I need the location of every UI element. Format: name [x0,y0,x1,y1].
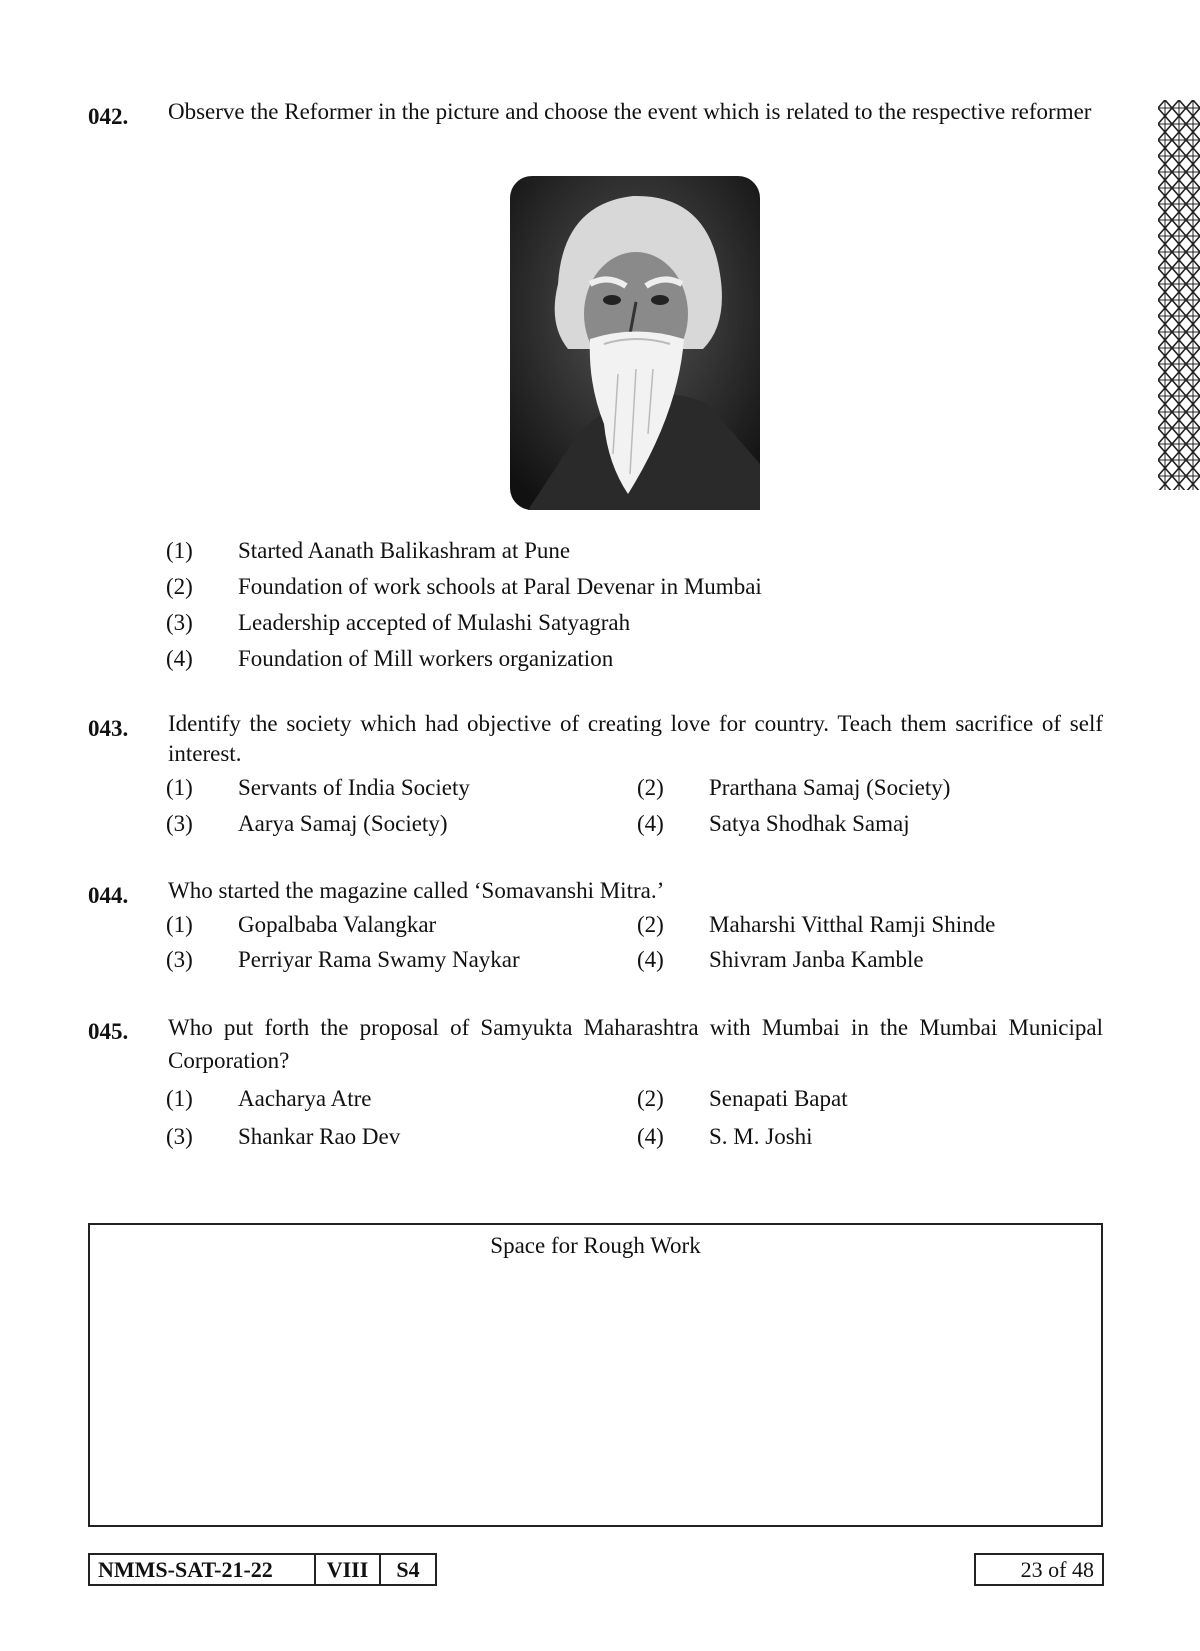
option-4[interactable] [637,809,910,839]
option-number: (2) [637,912,664,937]
reformer-portrait-image [508,174,762,516]
question-number: 043. [88,716,129,741]
option-text: Maharshi Vitthal Ramji Shinde [709,912,996,937]
option-2[interactable] [166,572,762,602]
option-1[interactable] [166,536,570,566]
option-number: (4) [637,1124,664,1149]
question-text: Observe the Reformer in the picture and choose the event which is related to the respective reformer [168,99,1092,124]
option-1[interactable] [166,1084,371,1114]
option-3[interactable] [166,945,520,975]
rough-work-title: Space for Rough Work [490,1233,701,1258]
option-3[interactable] [166,1122,400,1152]
option-4[interactable] [637,1122,813,1152]
question-number: 045. [88,1019,129,1044]
rough-work-area[interactable] [88,1223,1103,1527]
option-text: Aacharya Atre [238,1086,372,1111]
class-label: VIII [316,1555,381,1584]
option-number: (4) [637,811,664,836]
option-number: (1) [166,538,193,563]
option-number: (2) [166,574,193,599]
option-2[interactable] [637,1084,848,1114]
option-1[interactable] [166,910,436,940]
option-2[interactable] [637,773,950,803]
option-text: Prarthana Samaj (Society) [709,775,951,800]
option-text: Foundation of Mill workers organization [238,646,614,671]
set-label: S4 [396,1557,420,1582]
option-text: Aarya Samaj (Society) [238,811,448,836]
option-text: Perriyar Rama Swamy Naykar [238,947,520,972]
page-number: 23 of 48 [974,1553,1104,1586]
option-text: Senapati Bapat [709,1086,848,1111]
option-number: (1) [166,912,193,937]
question-number: 044. [88,883,129,908]
option-3[interactable] [166,608,630,638]
option-number: (2) [637,775,664,800]
exam-code: NMMS-SAT-21-22 [90,1555,316,1584]
option-text: Shankar Rao Dev [238,1124,401,1149]
option-text: Leadership accepted of Mulashi Satyagrah [238,610,631,635]
option-text: Satya Shodhak Samaj [709,811,910,836]
decorative-border-pattern [1158,100,1200,490]
option-text: Shivram Janba Kamble [709,947,924,972]
option-number: (2) [637,1086,664,1111]
question-text: Identify the society which had objective of creating love for country. Teach them sacrifice of self interest. [168,711,1103,766]
option-number: (3) [166,947,193,972]
option-number: (3) [166,1124,193,1149]
option-3[interactable] [166,809,447,839]
option-number: (3) [166,610,193,635]
option-number: (1) [166,1086,193,1111]
option-4[interactable] [166,644,613,674]
option-1[interactable] [166,773,470,803]
question-text: Who started the magazine called ‘Somavanshi Mitra.’ [168,878,665,903]
option-number: (4) [637,947,664,972]
option-number: (1) [166,775,193,800]
option-number: (4) [166,646,193,671]
option-text: Started Aanath Balikashram at Pune [238,538,571,563]
option-text: Foundation of work schools at Paral Devenar in Mumbai [238,574,762,599]
question-number: 042. [88,104,129,129]
option-text: S. M. Joshi [709,1124,813,1149]
question-text: Who put forth the proposal of Samyukta Maharashtra with Mumbai in the Mumbai Municipal Corporation? [168,1015,1103,1073]
exam-code-box [88,1553,437,1586]
option-text: Servants of India Society [238,775,470,800]
option-number: (3) [166,811,193,836]
option-2[interactable] [637,910,995,940]
option-4[interactable] [637,945,924,975]
option-text: Gopalbaba Valangkar [238,912,437,937]
